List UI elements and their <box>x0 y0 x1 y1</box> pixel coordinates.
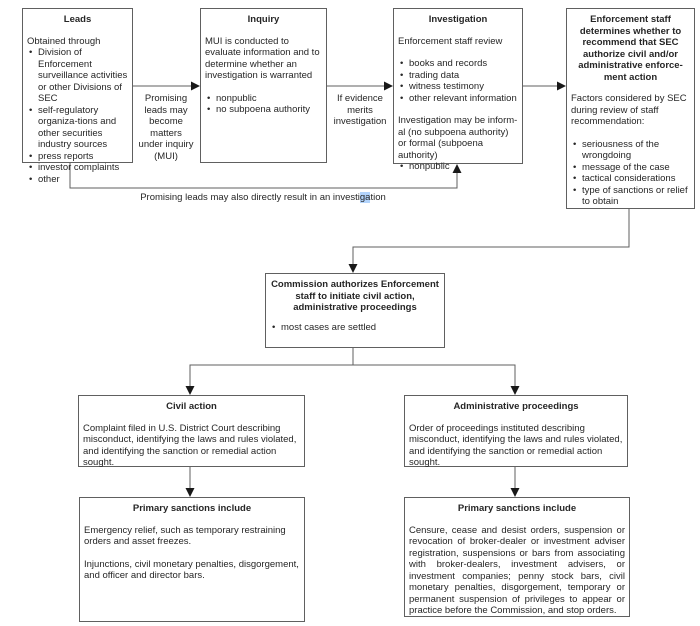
commission-title: Commission authorizes Enforcement staff to initiate civil action, administrative proceedings <box>271 279 439 313</box>
bullet-item: • books and records <box>398 58 518 70</box>
enforcement-decision-box <box>566 8 695 209</box>
arrow-enforcement-to-commission-line <box>353 209 629 266</box>
civil-action-title: Civil action <box>166 401 217 412</box>
administrative-proceedings-title: Administrative proceedings <box>453 401 579 412</box>
commission-bullet-list <box>270 322 440 334</box>
civil-sanctions-box <box>79 497 305 622</box>
inquiry-box <box>200 8 327 163</box>
label-direct-text-after: tion <box>370 192 386 203</box>
bullet-item: • most cases are settled <box>270 322 440 334</box>
commission-box <box>265 273 445 348</box>
bullet-item: • type of sanctions or relief to obtain <box>571 185 690 208</box>
label-direct-text-selected: ga <box>359 192 371 203</box>
bullet-item: • Division of Enforcement surveillance activities or other Divisions of SEC <box>27 47 128 105</box>
bullet-item: • seriousness of the wrongdoing <box>571 139 690 162</box>
arrow-commission-to-civil-line <box>190 348 353 388</box>
administrative-proceedings-body: Order of proceedings instituted describing misconduct, identifying the laws and rules violated, and identifying the sanction or remedial action sought. <box>409 422 623 468</box>
enforcement-decision-bullet-list <box>571 139 690 208</box>
arrowhead-down-icon <box>511 488 520 497</box>
bullet-item: • other <box>27 174 128 186</box>
bullet-item: • nonpublic <box>205 93 322 105</box>
bullet-item: • other relevant information <box>398 93 518 105</box>
bullet-item: • self-regulatory organiza-tions and other securities industry sources <box>27 105 128 151</box>
leads-title: Leads <box>63 14 92 25</box>
enforcement-decision-intro: Factors considered by SEC during review of staff recommendation: <box>571 93 687 127</box>
arrow-commission-to-admin-line <box>353 365 515 388</box>
investigation-body2: Investigation may be inform-al (no subpoena authority) or formal (subpoena authority) <box>398 115 518 161</box>
arrowhead-down-icon <box>349 264 358 273</box>
inquiry-title: Inquiry <box>247 14 280 25</box>
label-matters-under-inquiry: Promising leads may become matters under inquiry (MUI) <box>138 93 194 162</box>
bullet-item: • trading data <box>398 70 518 82</box>
arrowhead-right-icon <box>191 82 200 91</box>
label-direct-to-investigation <box>113 192 413 204</box>
label-if-evidence-merits: If evidence merits investigation <box>333 93 387 127</box>
investigation-intro: Enforcement staff review <box>398 35 503 47</box>
arrowhead-down-icon <box>511 386 520 395</box>
investigation-bullet-list <box>398 58 518 104</box>
bullet-item: • witness testimony <box>398 81 518 93</box>
investigation-title: Investigation <box>428 14 488 25</box>
arrowhead-down-icon <box>186 386 195 395</box>
arrowhead-down-icon <box>186 488 195 497</box>
leads-bullet-list <box>27 47 128 185</box>
arrowhead-right-icon <box>384 82 393 91</box>
civil-sanctions-body2: Injunctions, civil monetary penalties, disgorgement, and officer and director bars. <box>84 558 299 581</box>
bullet-item: • message of the case <box>571 162 690 174</box>
bullet-item: • no subpoena authority <box>205 104 322 116</box>
enforcement-decision-title: Enforcement staff determines whether to recommend that SEC authorize civil and/or administrative enforce-ment action <box>578 14 683 83</box>
administrative-proceedings-box <box>404 395 628 467</box>
admin-sanctions-title: Primary sanctions include <box>457 503 577 514</box>
inquiry-body: MUI is conducted to evaluate information and to determine whether an investigation is warranted <box>205 35 320 81</box>
leads-box <box>22 8 133 185</box>
civil-sanctions-body1: Emergency relief, such as temporary restraining orders and asset freezes. <box>84 524 286 547</box>
leads-intro: Obtained through <box>27 35 101 47</box>
inquiry-bullet-list <box>205 93 322 116</box>
bullet-item: • tactical considerations <box>571 173 690 185</box>
civil-action-body: Complaint filed in U.S. District Court describing misconduct, identifying the laws and rules violated, and identifying the sanction or remedial action sought. <box>83 422 297 468</box>
investigation-box <box>393 8 523 172</box>
admin-sanctions-box <box>404 497 630 617</box>
civil-sanctions-title: Primary sanctions include <box>132 503 252 514</box>
label-direct-text-before: Promising leads may also directly result in an investi <box>140 192 360 203</box>
admin-sanctions-body: Censure, cease and desist orders, suspension or revocation of broker-dealer or investment adviser registration, suspensions or bars from associating with broker-dealers, investment advisers, or investment companies; penny stock bars, civil monetary penalties, disgorgement, temporary or permanent suspension of privileges to appear or practice before the Commission, and stop orders. <box>409 524 625 616</box>
investigation-bullet-list-2 <box>398 161 518 173</box>
bullet-item: • press reports <box>27 151 128 163</box>
civil-action-box <box>78 395 305 467</box>
bullet-item: • investor complaints <box>27 162 128 174</box>
bullet-item: • nonpublic <box>398 161 518 173</box>
arrowhead-right-icon <box>557 82 566 91</box>
